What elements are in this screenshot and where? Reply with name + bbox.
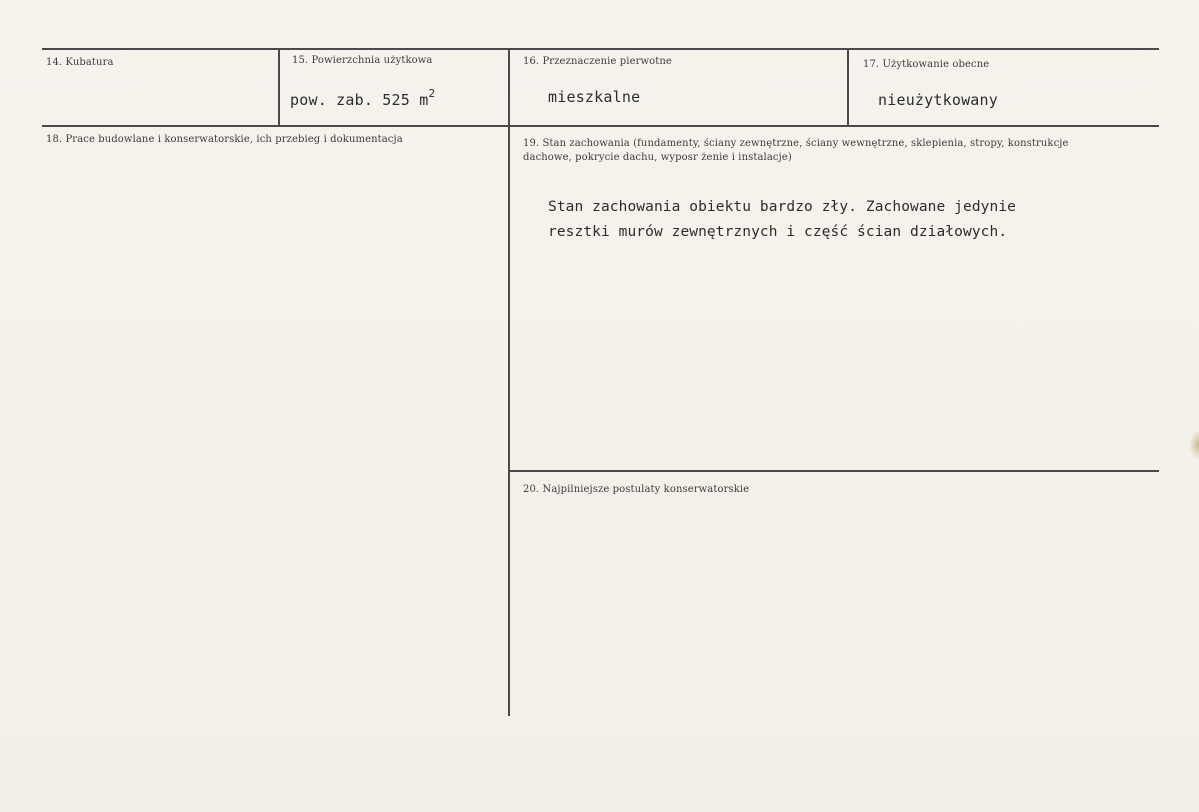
field-19-text — [548, 195, 1016, 245]
field-15-value — [290, 87, 435, 109]
field19-20-divider — [509, 470, 1159, 472]
field-19-label-line2: dachowe, pokrycie dachu, wyposr żenie i instalacje) — [523, 152, 792, 163]
field-19-label-line1: 19. Stan zachowania (fundamenty, ściany zewnętrzne, ściany wewnętrzne, sklepienia, stropy, konstrukcje — [523, 138, 1069, 149]
field-17-label: 17. Użytkowanie obecne — [863, 59, 990, 70]
field-16-label: 16. Przeznaczenie pierwotne — [523, 56, 672, 67]
field-15-label: 15. Powierzchnia użytkowa — [292, 55, 433, 66]
col-divider-3 — [847, 48, 849, 126]
paper-edge-stain — [1189, 430, 1199, 460]
col-divider-2 — [508, 48, 510, 716]
col-divider-1 — [278, 48, 280, 126]
row1-bottom-rule — [42, 125, 1159, 127]
field-15-value-superscript: 2 — [428, 87, 436, 100]
field-19-text-line1: Stan zachowania obiektu bardzo zły. Zachowane jedynie — [548, 199, 1016, 215]
field-16-value: mieszkalne — [548, 88, 641, 106]
field-14-label: 14. Kubatura — [46, 57, 114, 68]
top-rule — [42, 48, 1159, 50]
field-17-value: nieużytkowany — [878, 91, 998, 109]
field-18-label: 18. Prace budowlane i konserwatorskie, ich przebieg i dokumentacja — [46, 134, 403, 145]
field-19-text-line2: resztki murów zewnętrznych i część ścian działowych. — [548, 224, 1008, 240]
field-20-label: 20. Najpilniejsze postulaty konserwatorskie — [523, 484, 750, 495]
field-15-value-text: pow. zab. 525 m — [290, 91, 429, 109]
